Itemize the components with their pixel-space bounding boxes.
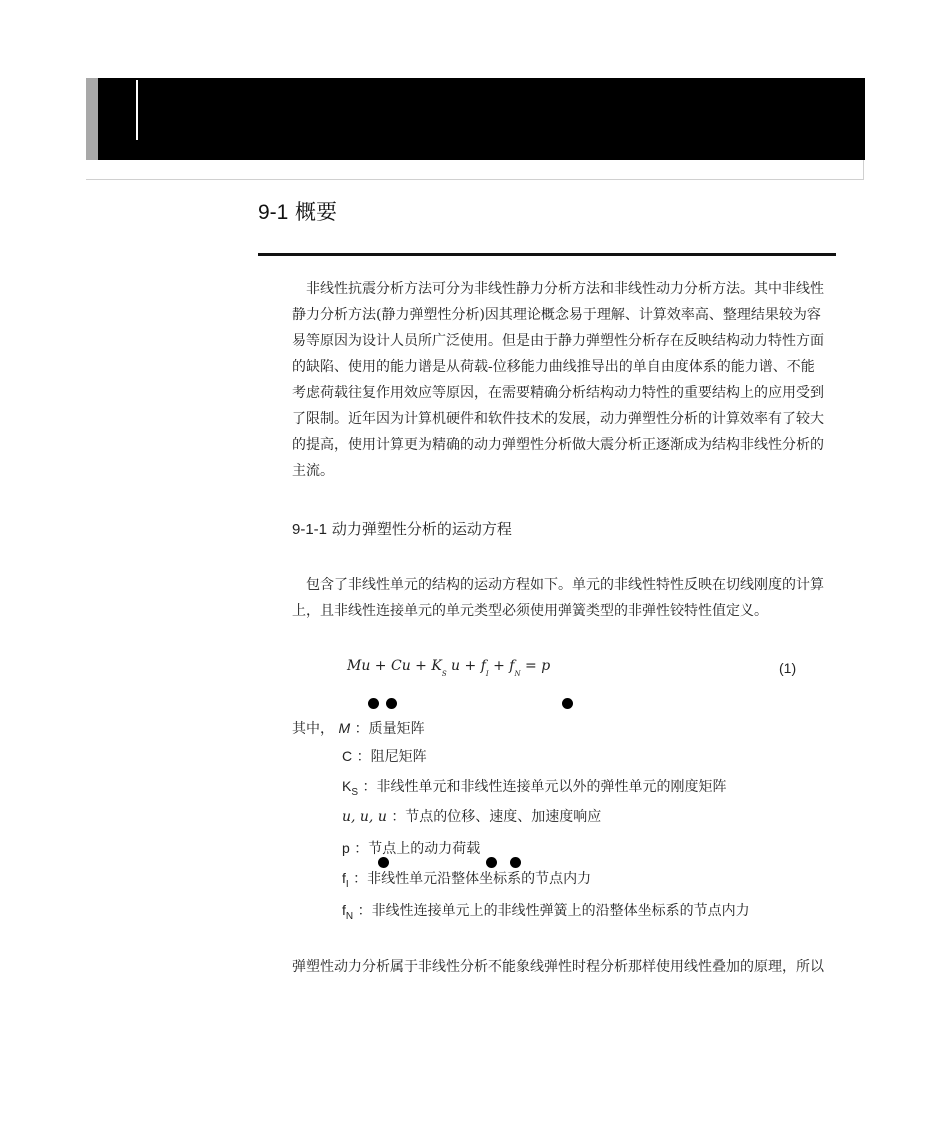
header-banner-accent [86, 78, 98, 160]
definition-u [342, 806, 601, 826]
header-banner-frame [86, 160, 864, 180]
section-number: 9-1 [258, 201, 289, 224]
equation-term: u + f [446, 658, 486, 674]
equation-term: + f [488, 658, 515, 674]
definition-text: ：质量矩阵 [354, 721, 425, 737]
intro-paragraph [292, 278, 892, 498]
equation-subscript: N [514, 670, 521, 678]
intro-line: 非线性抗震分析方法可分为非线性静力分析方法和非线性动力分析方法。其中非线性 [306, 281, 824, 297]
equation-term: = p [520, 658, 551, 674]
definition-ks [342, 776, 726, 798]
equation-term: Mu + Cu + K [347, 658, 442, 674]
definitions-prefix: 其中， [292, 721, 334, 737]
definition-symbol: f [342, 902, 346, 918]
definition-text: ：节点的位移、速度、加速度响应 [391, 809, 602, 825]
section-title-text: 概要 [295, 200, 338, 224]
definition-subscript: S [351, 787, 359, 798]
definition-subscript: I [345, 879, 349, 890]
definition-fn [342, 900, 750, 922]
equation-number: (1) [779, 660, 797, 676]
intro-line: 的缺陷、使用的能力谱是从荷载-位移能力曲线推导出的单自由度体系的能力谱、不能 [292, 359, 815, 375]
definition-symbol: f [342, 870, 346, 886]
definition-symbol: K [342, 778, 352, 794]
header-banner-divider [136, 80, 138, 140]
intro-line: 的提高，使用计算更为精确的动力弹塑性分析做大震分析正逐渐成为结构非线性分析的 [292, 437, 824, 453]
derivative-dot [510, 857, 521, 868]
equation-intro-line: 包含了非线性单元的结构的运动方程如下。单元的非线性特性反映在切线刚度的计算 [306, 577, 824, 593]
definition-text: ：非线性单元沿整体坐标系的节点内力 [353, 871, 592, 887]
intro-line: 易等原因为设计人员所广泛使用。但是由于静力弹塑性分析存在反映结构动力特性方面 [292, 333, 824, 349]
section-divider [258, 253, 836, 256]
equation-subscript: S [441, 670, 447, 678]
intro-line: 了限制。近年因为计算机硬件和软件技术的发展，动力弹塑性分析的计算效率有了较大 [292, 411, 824, 427]
definition-text: ：阻尼矩阵 [356, 749, 427, 765]
definition-fi [342, 868, 591, 890]
derivative-dot [486, 857, 497, 868]
definition-symbol: p [342, 840, 350, 856]
definition-p [342, 838, 480, 858]
definition-symbol: u, u, u [342, 809, 387, 825]
definition-subscript: N [345, 911, 354, 922]
definition-text: ：非线性连接单元上的非线性弹簧上的沿整体坐标系的节点内力 [357, 903, 750, 919]
definition-symbol: C [342, 748, 353, 764]
definitions-intro [292, 718, 425, 738]
equation-of-motion [347, 658, 550, 678]
derivative-dot [386, 698, 397, 709]
derivative-dot [378, 857, 389, 868]
intro-line: 考虑荷载往复作用效应等原因，在需要精确分析结构动力特性的重要结构上的应用受到 [292, 385, 824, 401]
subsection-title [292, 518, 512, 539]
definition-c [342, 746, 427, 766]
section-title [258, 196, 337, 226]
derivative-dot [562, 698, 573, 709]
subsection-title-text: 动力弹塑性分析的运动方程 [331, 520, 512, 538]
subsection-number: 9-1-1 [292, 521, 328, 538]
derivative-dot [368, 698, 379, 709]
definition-symbol: M [338, 720, 351, 736]
equation-intro-paragraph [292, 574, 892, 624]
intro-line: 静力分析方法(静力弹塑性分析)因其理论概念易于理解、计算效率高、整理结果较为容 [292, 307, 821, 323]
definition-text: ：非线性单元和非线性连接单元以外的弹性单元的刚度矩阵 [362, 779, 727, 795]
definition-text: ：节点上的动力荷载 [354, 841, 481, 857]
equation-intro-line: 上，且非线性连接单元的单元类型必须使用弹簧类型的非弹性铰特性值定义。 [292, 603, 768, 619]
intro-line: 主流。 [292, 463, 334, 479]
closing-line: 弹塑性动力分析属于非线性分析不能象线弹性时程分析那样使用线性叠加的原理，所以 [292, 959, 824, 975]
header-banner [98, 78, 865, 160]
equation-subscript: I [485, 670, 489, 678]
